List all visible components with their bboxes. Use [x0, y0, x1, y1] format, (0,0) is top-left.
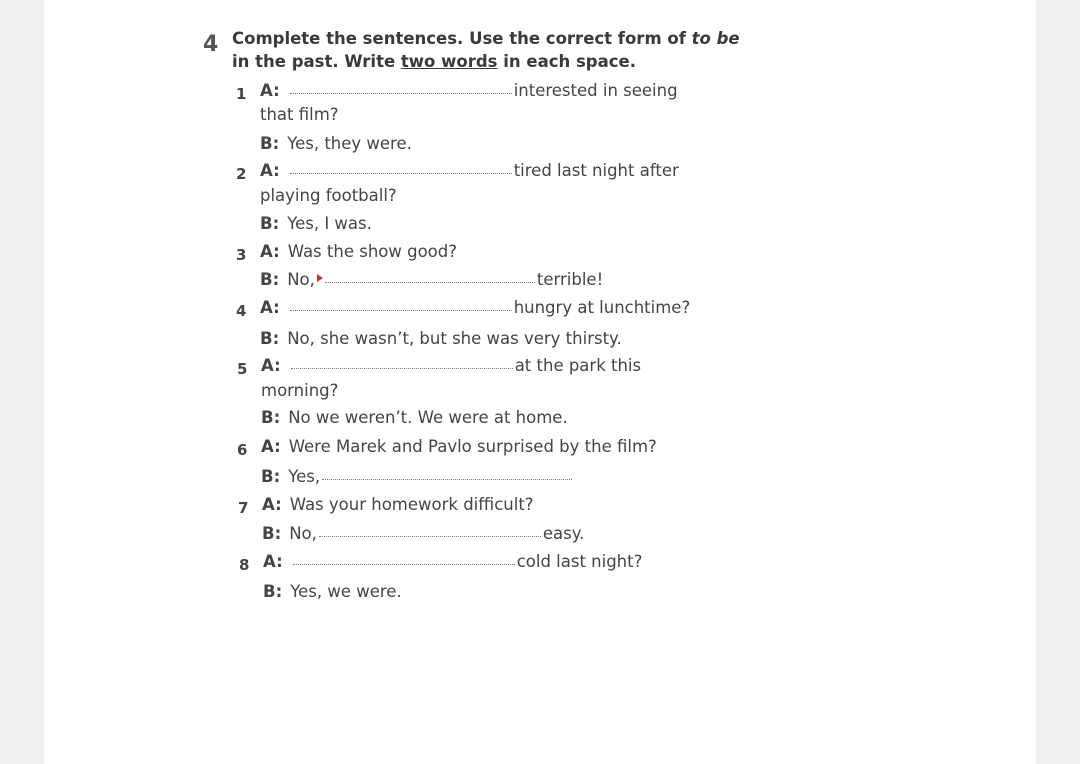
item-5-a-cont	[261, 381, 338, 400]
speaker-label: A:	[263, 552, 283, 571]
worksheet-page	[44, 0, 1036, 764]
speaker-label: A:	[260, 298, 280, 317]
item-number: 2	[236, 165, 247, 183]
sentence-text: No we weren’t. We were at home.	[288, 408, 568, 427]
answer-blank[interactable]	[291, 367, 513, 369]
item-4-b	[260, 329, 622, 348]
speaker-label: B:	[262, 524, 282, 543]
answer-blank[interactable]	[293, 563, 515, 565]
item-7-b	[262, 524, 584, 543]
item-6-a	[261, 437, 657, 456]
sentence-text: Yes, they were.	[287, 134, 412, 153]
item-number: 6	[237, 441, 248, 459]
speaker-label: B:	[261, 467, 281, 486]
item-8-a	[263, 552, 642, 571]
instruction-line-1	[232, 29, 740, 48]
text-cursor-icon	[317, 274, 323, 282]
sentence-text: playing football?	[260, 186, 397, 205]
instruction-text: in the past. Write	[232, 52, 401, 71]
sentence-text: No, she wasn’t, but she was very thirsty.	[287, 329, 622, 348]
sentence-text: cold last night?	[516, 552, 643, 571]
sentence-text: at the park this	[514, 356, 642, 375]
item-number: 5	[237, 360, 248, 378]
sentence-text: tired last night after	[513, 161, 679, 180]
item-2-a	[260, 161, 679, 180]
sentence-text: terrible!	[536, 270, 604, 289]
item-2-b	[260, 214, 372, 233]
speaker-label: B:	[260, 329, 280, 348]
answer-blank[interactable]	[319, 535, 541, 537]
sentence-text: Yes, we were.	[290, 582, 402, 601]
item-number: 8	[239, 556, 250, 574]
item-1-b	[260, 134, 412, 153]
sentence-text: Yes,	[288, 467, 321, 486]
speaker-label: B:	[260, 214, 280, 233]
speaker-label: A:	[260, 242, 280, 261]
exercise-number: 4	[203, 32, 219, 57]
item-number: 7	[238, 499, 249, 517]
speaker-label: B:	[260, 134, 280, 153]
item-5-a	[261, 356, 641, 375]
instruction-italic: to be	[691, 29, 740, 48]
item-number: 3	[236, 246, 247, 264]
sentence-text: easy.	[542, 524, 585, 543]
speaker-label: B:	[261, 408, 281, 427]
speaker-label: A:	[262, 495, 282, 514]
speaker-label: A:	[260, 81, 280, 100]
sentence-text: Yes, I was.	[287, 214, 372, 233]
item-4-a	[260, 298, 690, 317]
answer-blank[interactable]	[290, 92, 512, 94]
sentence-text: No,	[287, 270, 315, 289]
item-2-a-cont	[260, 186, 397, 205]
speaker-label: A:	[261, 437, 281, 456]
sentence-text: that film?	[260, 105, 339, 124]
answer-blank[interactable]	[322, 478, 572, 480]
sentence-text: morning?	[261, 381, 339, 400]
instruction-text: in each space.	[497, 52, 636, 71]
speaker-label: B:	[260, 270, 280, 289]
speaker-label: A:	[260, 161, 280, 180]
speaker-label: A:	[261, 356, 281, 375]
answer-blank[interactable]	[325, 281, 535, 283]
item-5-b	[261, 408, 568, 427]
item-1-a	[260, 81, 678, 100]
sentence-text: hungry at lunchtime?	[513, 298, 691, 317]
item-3-b	[260, 270, 603, 289]
sentence-text: No,	[289, 524, 317, 543]
instruction-line-2	[232, 52, 636, 71]
instruction-text: Complete the sentences. Use the correct form of	[232, 29, 692, 48]
item-number: 1	[236, 85, 247, 103]
item-1-a-cont	[260, 105, 339, 124]
instruction-underlined: two words	[400, 52, 498, 71]
sentence-text: Were Marek and Pavlo surprised by the film?	[288, 437, 657, 456]
answer-blank[interactable]	[290, 172, 512, 174]
item-6-b	[261, 467, 574, 486]
item-8-b	[263, 582, 402, 601]
speaker-label: B:	[263, 582, 283, 601]
item-3-a	[260, 242, 457, 261]
sentence-text: Was your homework difficult?	[289, 495, 534, 514]
sentence-text: interested in seeing	[513, 81, 678, 100]
item-7-a	[262, 495, 534, 514]
answer-blank[interactable]	[290, 309, 512, 311]
item-number: 4	[236, 302, 247, 320]
sentence-text: Was the show good?	[287, 242, 458, 261]
